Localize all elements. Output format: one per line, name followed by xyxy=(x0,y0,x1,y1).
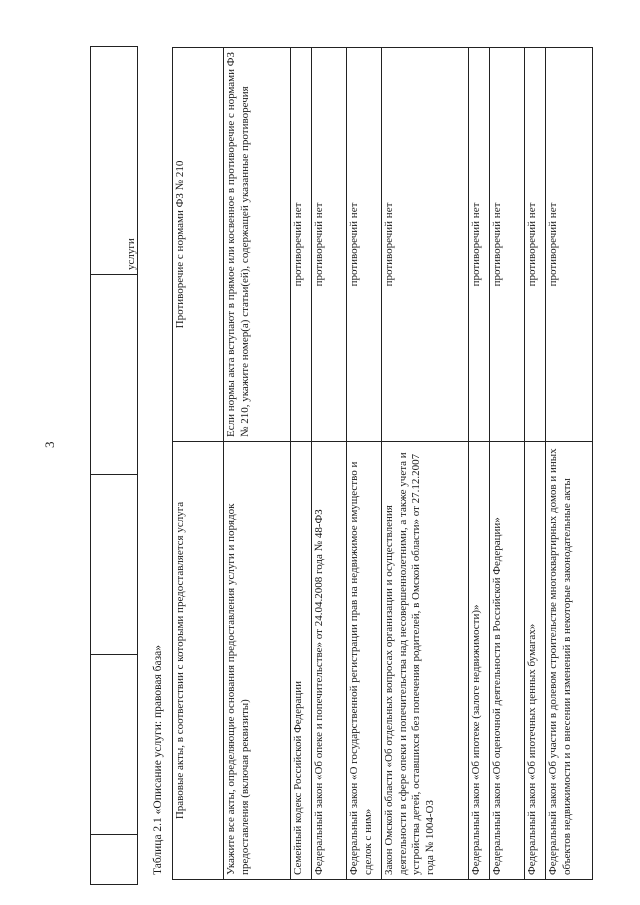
act-cell: Федеральный закон «Об ипотечных ценных бумагах» xyxy=(525,442,546,880)
act-cell: Федеральный закон «Об опеке и попечительстве» от 24.04.2008 года № 48-ФЗ xyxy=(312,442,347,880)
column-header-conflict: Противоречие с нормами ФЗ № 210 xyxy=(173,48,224,442)
table-row xyxy=(347,48,382,880)
table-row xyxy=(469,48,490,880)
header-table xyxy=(90,46,138,885)
header-cell xyxy=(91,275,138,475)
instruction-conflict: Если нормы акта вступают в прямое или косвенное в противоречие с нормами ФЗ № 210, укажите номер(а) статьи(ей), содержащей указанные противоречия xyxy=(224,48,291,442)
act-cell: Федеральный закон «Об участии в долевом строительстве многоквартирных домов и иных объектов недвижимости и о внесении изменений в некоторые законодательные акты xyxy=(546,442,593,880)
header-cell xyxy=(91,655,138,835)
table-caption: Таблица 2.1 «Описание услуги: правовая база» xyxy=(152,645,164,875)
conflict-cell: противоречий нет xyxy=(382,48,469,442)
table-row xyxy=(546,48,593,880)
conflict-cell: противоречий нет xyxy=(525,48,546,442)
table-row xyxy=(312,48,347,880)
act-cell: Федеральный закон «О государственной регистрации прав на недвижимое имущество и сделок с ним» xyxy=(347,442,382,880)
act-cell: Федеральный закон «Об ипотеке (залоге недвижимости)» xyxy=(469,442,490,880)
table-row xyxy=(490,48,525,880)
table-row xyxy=(382,48,469,880)
conflict-cell: противоречий нет xyxy=(291,48,312,442)
act-cell: Семейный кодекс Российской Федерации xyxy=(291,442,312,880)
instruction-acts: Укажите все акты, определяющие основания предоставления услуги и порядок предоставления (включая реквизиты) xyxy=(224,442,291,880)
conflict-cell: противоречий нет xyxy=(546,48,593,442)
header-cell xyxy=(91,835,138,885)
conflict-cell: противоречий нет xyxy=(469,48,490,442)
table-header-row xyxy=(173,48,224,880)
page-number: 3 xyxy=(42,441,57,448)
table-row xyxy=(525,48,546,880)
header-cell-uslugi: услуги xyxy=(91,47,138,275)
legal-basis-table xyxy=(172,47,593,880)
conflict-cell: противоречий нет xyxy=(347,48,382,442)
rotated-page-content xyxy=(90,45,573,905)
table-row xyxy=(291,48,312,880)
conflict-cell: противоречий нет xyxy=(490,48,525,442)
header-cell xyxy=(91,475,138,655)
conflict-cell: противоречий нет xyxy=(312,48,347,442)
column-header-acts: Правовые акты, в соответствии с которыми предоставляется услуга xyxy=(173,442,224,880)
table-instruction-row xyxy=(224,48,291,880)
act-cell: Федеральный закон «Об оценочной деятельности в Российской Федерации» xyxy=(490,442,525,880)
act-cell: Закон Омской области «Об отдельных вопросах организации и осуществления деятельности в сфере опеки и попечительства над несовершеннолетними, а также учета и устройства детей, оставшихся без попечения родителей, в Омской области» от 27.12.2007 года № 1004-ОЗ xyxy=(382,442,469,880)
